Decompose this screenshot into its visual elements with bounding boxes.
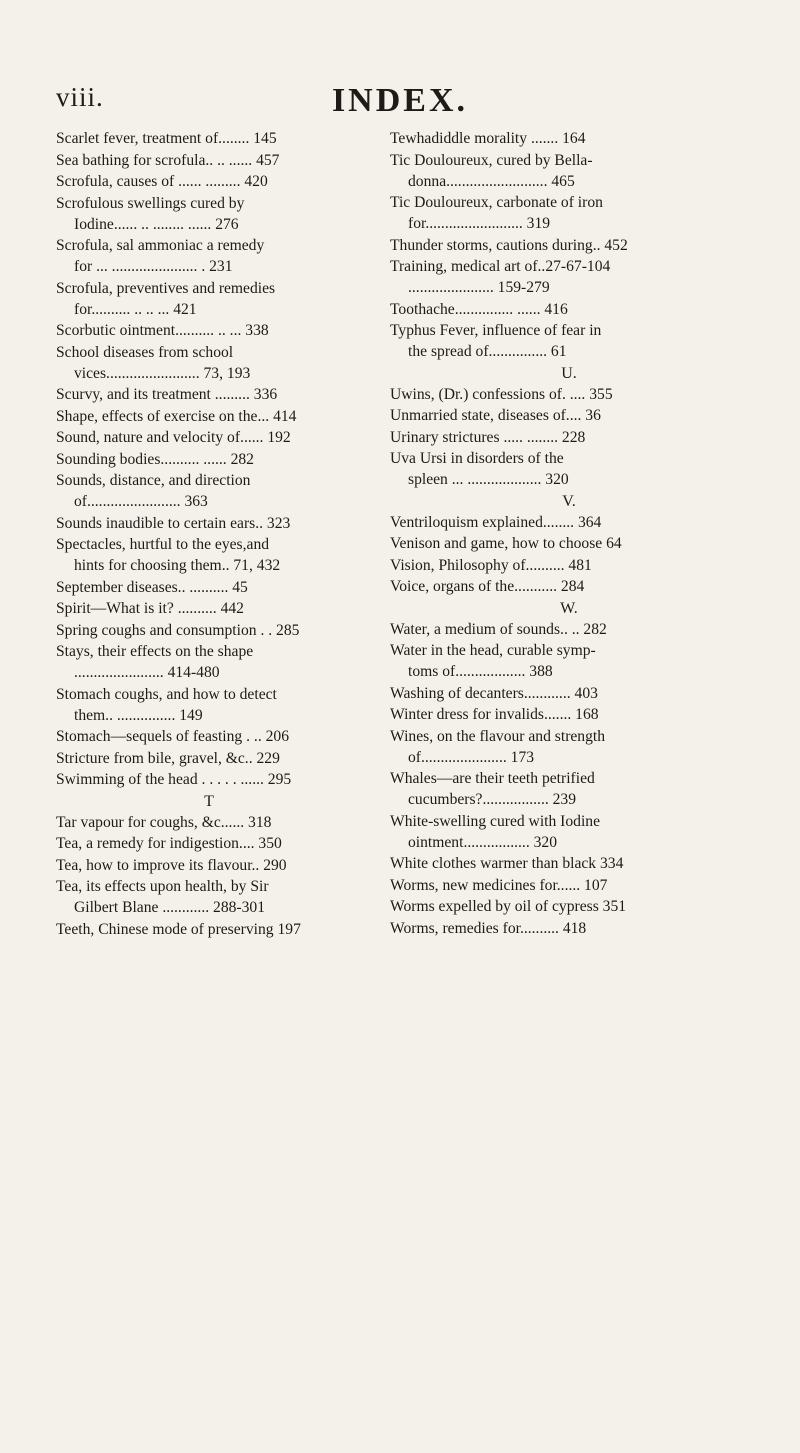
index-column-right bbox=[390, 128, 748, 939]
entry-text: Urinary strictures ..... ........ 228 bbox=[390, 428, 586, 446]
entry-text: Sea bathing for scrofula.. .. ...... 457 bbox=[56, 151, 280, 169]
index-entry bbox=[56, 470, 362, 512]
index-entry bbox=[56, 812, 362, 833]
index-entry bbox=[390, 853, 748, 874]
index-entry bbox=[390, 576, 748, 597]
index-entry bbox=[56, 726, 362, 747]
entry-text: Scrofula, causes of ...... ......... 420 bbox=[56, 173, 268, 190]
entry-text: Stays, their effects on the shape bbox=[56, 643, 254, 660]
entry-text: Spring coughs and consumption . . 285 bbox=[56, 621, 300, 639]
entry-text: Unmarried state, diseases of.... 36 bbox=[390, 407, 601, 424]
entry-continuation: for ... ...................... . 231 bbox=[74, 258, 233, 275]
entry-continuation: ...................... 159-279 bbox=[408, 279, 550, 296]
entry-continuation: vices........................ 73, 193 bbox=[74, 364, 251, 382]
index-entry bbox=[390, 640, 748, 682]
index-entry bbox=[56, 406, 362, 427]
index-entry bbox=[56, 769, 362, 790]
index-entry bbox=[390, 235, 748, 256]
index-entry bbox=[56, 320, 362, 341]
entry-text: Tic Douloureux, cured by Bella- bbox=[390, 151, 593, 169]
index-entry bbox=[390, 619, 748, 640]
entry-text: Scrofula, preventives and remedies bbox=[56, 279, 276, 297]
entry-text: Uwins, (Dr.) confessions of. .... 355 bbox=[390, 385, 613, 403]
index-entry bbox=[56, 684, 362, 726]
index-entry bbox=[390, 192, 748, 234]
entry-text: Scurvy, and its treatment ......... 336 bbox=[56, 386, 278, 403]
entry-continuation: of...................... 173 bbox=[408, 748, 535, 766]
entry-text: Uva Ursi in disorders of the bbox=[390, 450, 564, 467]
index-entry bbox=[390, 875, 748, 896]
index-entry bbox=[390, 448, 748, 490]
entry-text: Worms, new medicines for...... 107 bbox=[390, 876, 608, 894]
entry-text: Swimming of the head . . . . . ...... 295 bbox=[56, 771, 292, 788]
index-column-left bbox=[56, 128, 362, 940]
index-entry bbox=[56, 598, 362, 619]
entry-text: Water in the head, curable symp- bbox=[390, 642, 596, 659]
page-header bbox=[0, 60, 800, 120]
section-letter: V. bbox=[562, 492, 576, 510]
index-entry bbox=[56, 171, 362, 192]
entry-text: Sounds inaudible to certain ears.. 323 bbox=[56, 514, 291, 532]
entry-text: Scrofula, sal ammoniac a remedy bbox=[56, 237, 265, 254]
entry-text: Tar vapour for coughs, &c...... 318 bbox=[56, 813, 272, 831]
entry-text: School diseases from school bbox=[56, 343, 234, 361]
index-entry bbox=[390, 320, 748, 362]
entry-text: Training, medical art of..27-67-104 bbox=[390, 258, 611, 275]
section-letter: U. bbox=[561, 364, 577, 382]
entry-text: Tewhadiddle morality ....... 164 bbox=[390, 130, 586, 147]
entry-text: Wines, on the flavour and strength bbox=[390, 727, 606, 745]
index-entry bbox=[390, 512, 748, 533]
index-entry bbox=[56, 855, 362, 876]
entry-continuation: for......................... 319 bbox=[408, 215, 551, 232]
page-title: INDEX. bbox=[331, 82, 469, 119]
section-letter: T bbox=[204, 792, 214, 810]
index-entry bbox=[390, 811, 748, 853]
entry-text: Scorbutic ointment.......... .. ... 338 bbox=[56, 322, 269, 339]
entry-text: Stomach—sequels of feasting . .. 206 bbox=[56, 728, 290, 745]
entry-text: Vision, Philosophy of.......... 481 bbox=[390, 556, 592, 574]
entry-text: Spectacles, hurtful to the eyes,and bbox=[56, 536, 270, 553]
index-entry bbox=[56, 128, 362, 149]
index-entry bbox=[390, 256, 748, 298]
index-entry bbox=[390, 704, 748, 725]
entry-text: September diseases.. .......... 45 bbox=[56, 578, 248, 596]
entry-text: Teeth, Chinese mode of preserving 197 bbox=[56, 920, 301, 938]
entry-text: Stomach coughs, and how to detect bbox=[56, 685, 277, 703]
index-entry bbox=[390, 683, 748, 704]
entry-text: Whales—are their teeth petrified bbox=[390, 770, 595, 787]
entry-continuation: them.. ............... 149 bbox=[74, 706, 203, 724]
index-entry bbox=[390, 405, 748, 426]
index-entry bbox=[56, 919, 362, 940]
index-entry bbox=[56, 427, 362, 448]
index-entry bbox=[390, 150, 748, 192]
entry-continuation: of........................ 363 bbox=[74, 493, 208, 510]
index-entry bbox=[56, 620, 362, 641]
index-entry bbox=[390, 299, 748, 320]
entry-continuation: for.......... .. .. ... 421 bbox=[74, 300, 197, 318]
entry-text: Sounds, distance, and direction bbox=[56, 472, 251, 489]
index-entry bbox=[56, 748, 362, 769]
index-entry bbox=[390, 384, 748, 405]
entry-text: Ventriloquism explained........ 364 bbox=[390, 513, 602, 531]
section-letter: W. bbox=[560, 599, 578, 617]
index-entry bbox=[56, 278, 362, 320]
index-entry bbox=[56, 876, 362, 918]
entry-text: Voice, organs of the........... 284 bbox=[390, 578, 585, 595]
entry-text: Worms expelled by oil of cypress 351 bbox=[390, 898, 627, 915]
entry-continuation: hints for choosing them.. 71, 432 bbox=[74, 557, 281, 574]
index-entry bbox=[56, 342, 362, 384]
entry-continuation: spleen ... ................... 320 bbox=[408, 471, 569, 488]
entry-text: Spirit—What is it? .......... 442 bbox=[56, 600, 244, 617]
index-entry bbox=[390, 896, 748, 917]
entry-text: Worms, remedies for.......... 418 bbox=[390, 919, 587, 937]
entry-text: Sound, nature and velocity of...... 192 bbox=[56, 429, 291, 446]
index-entry bbox=[56, 449, 362, 470]
entry-text: White clothes warmer than black 334 bbox=[390, 855, 624, 872]
entry-text: Shape, effects of exercise on the... 414 bbox=[56, 407, 297, 425]
entry-text: White-swelling cured with Iodine bbox=[390, 812, 601, 830]
index-entry bbox=[390, 726, 748, 768]
entry-text: Sounding bodies.......... ...... 282 bbox=[56, 450, 254, 468]
index-entry bbox=[56, 513, 362, 534]
index-entry bbox=[56, 235, 362, 277]
entry-continuation: ....................... 414-480 bbox=[74, 664, 220, 681]
index-entry bbox=[56, 534, 362, 576]
entry-text: Stricture from bile, gravel, &c.. 229 bbox=[56, 749, 280, 767]
entry-text: Scrofulous swellings cured by bbox=[56, 194, 245, 212]
index-entry bbox=[390, 533, 748, 554]
entry-text: Tea, how to improve its flavour.. 290 bbox=[56, 856, 287, 874]
index-entry bbox=[56, 833, 362, 854]
entry-continuation: donna.......................... 465 bbox=[408, 172, 575, 190]
entry-continuation: Iodine...... .. ........ ...... 276 bbox=[74, 215, 239, 233]
entry-text: Tea, a remedy for indigestion.... 350 bbox=[56, 835, 282, 852]
index-entry bbox=[390, 918, 748, 939]
entry-text: Venison and game, how to choose 64 bbox=[390, 535, 622, 552]
entry-continuation: Gilbert Blane ............ 288-301 bbox=[74, 899, 265, 916]
index-entry bbox=[56, 150, 362, 171]
index-entry bbox=[56, 577, 362, 598]
entry-text: Tea, its effects upon health, by Sir bbox=[56, 878, 269, 895]
entry-text: Water, a medium of sounds.. .. 282 bbox=[390, 620, 607, 638]
entry-continuation: toms of.................. 388 bbox=[408, 663, 553, 680]
index-entry bbox=[56, 641, 362, 683]
index-entry bbox=[390, 555, 748, 576]
entry-continuation: ointment................. 320 bbox=[408, 833, 558, 851]
entry-continuation: cucumbers?................. 239 bbox=[408, 791, 577, 808]
index-entry bbox=[390, 768, 748, 810]
entry-text: Washing of decanters............ 403 bbox=[390, 684, 598, 702]
entry-text: Scarlet fever, treatment of........ 145 bbox=[56, 130, 277, 147]
page-number: viii. bbox=[56, 82, 104, 112]
entry-text: Thunder storms, cautions during.. 452 bbox=[390, 236, 628, 254]
index-entry bbox=[390, 128, 748, 149]
index-entry bbox=[390, 427, 748, 448]
entry-text: Winter dress for invalids....... 168 bbox=[390, 706, 599, 723]
index-entry bbox=[56, 193, 362, 235]
entry-text: Typhus Fever, influence of fear in bbox=[390, 322, 602, 339]
entry-continuation: the spread of............... 61 bbox=[408, 343, 567, 360]
entry-text: Tic Douloureux, carbonate of iron bbox=[390, 194, 603, 211]
entry-text: Toothache............... ...... 416 bbox=[390, 300, 568, 318]
index-entry bbox=[56, 384, 362, 405]
